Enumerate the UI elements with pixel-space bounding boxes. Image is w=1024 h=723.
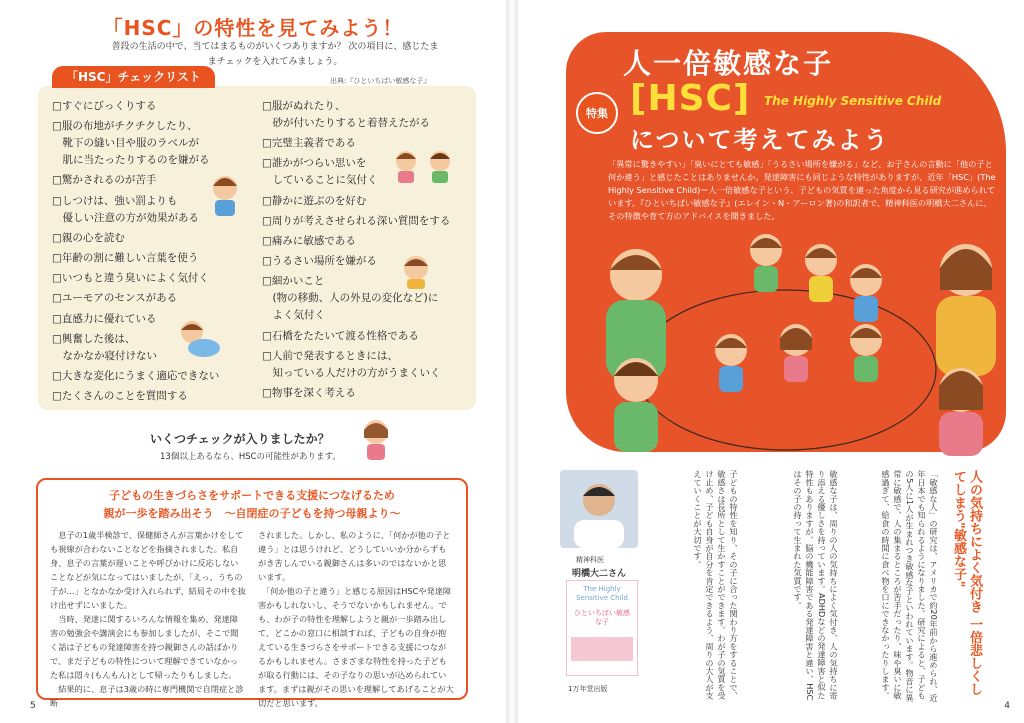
page-title: 「HSC」の特性を見てみよう！ — [102, 16, 404, 40]
doctor-photo — [560, 470, 638, 548]
book-title: The Highly Sensitive Child — [576, 585, 628, 602]
checklist-item[interactable]: □いつもと違う臭いによく気付く — [52, 272, 209, 285]
checklist-item[interactable]: □服の布地がチクチクしたり、 靴下の縫い目や服のラベルが 肌に当たったりするのを嫌がる — [52, 120, 210, 167]
source-note: 出典:『ひといちばい敏感な子』 — [330, 77, 431, 85]
doctor-role: 精神科医 — [576, 556, 604, 564]
checklist-item[interactable]: □服がぬれたり、 砂が付いたりすると着替えたがる — [262, 100, 430, 129]
book-japanese-title: ひといちばい敏感な子 — [574, 609, 630, 626]
checklist-item[interactable]: □興奮した後は、 なかなか寝付けない — [52, 332, 157, 362]
checklist-item[interactable]: □驚かされるのが苦手 — [52, 174, 157, 187]
checklist-item[interactable]: □人前で発表するときには、 知っている人だけの方がうまくいく — [262, 349, 441, 379]
checklist-item[interactable]: □うるさい場所を嫌がる — [262, 255, 377, 268]
checklist-item[interactable]: □ユーモアのセンスがある — [52, 292, 178, 305]
checklist-item[interactable]: □細かいこと (物の移動、人の外見の変化など)に よく気付く — [262, 275, 439, 322]
child-illustration-icon — [205, 172, 245, 218]
article-text-column: 子どもの特性を知り、その子に合った関わり方をすることで、敏感さは長所として生かすことができます。わが子の気質を受け止め、子ども自身が自分を肯定できるよう、周りの大人が支えていくことが大切です。 — [693, 470, 739, 700]
feature-tag: 特集 — [576, 92, 618, 134]
checklist-item[interactable]: □完璧主義者である — [262, 137, 356, 150]
checklist-item[interactable]: □痛みに敏感である — [262, 234, 356, 247]
covering-ears-child-icon — [398, 250, 434, 290]
book-cover — [566, 580, 638, 676]
family-illustration-icon — [566, 220, 1006, 460]
hero-english: The Highly Sensitive Child — [764, 94, 942, 108]
support-text-column: されました。しかし、私のように、「何かが他の子と違う」とは思うけれど、どうしていいか分からずもがき苦しんでいる親御さんは多いのではないかと思います。 「何か他の子と違う」と感じる原因はHSCや発達障害かもしれないし、そうでないかもしれません。でも、わが子の特性を理解しようと親が一歩踏み出して、どこかの窓口に相談すれば、子どもの自身が抱えている生きづらさをサポートできる支援につながるかもしれません。さまざまな特性を持った子どもが取る行動には、その子なりの思いが込められています。まずは親がその思いを理解してあげることが大切だと思います。 — [258, 530, 454, 708]
checklist-item[interactable]: □大きな変化にうまく適応できない — [52, 369, 220, 382]
checklist-item[interactable]: □直感力に優れている — [52, 312, 157, 325]
children-pair-icon — [390, 145, 460, 185]
doctor-name: 明橋大二さん — [572, 569, 627, 579]
girl-illustration-icon — [358, 416, 394, 462]
hero-subtitle: について考えてみよう — [630, 126, 890, 154]
page-number: 5 — [30, 701, 36, 711]
page-number: 4 — [1004, 701, 1010, 711]
doctor-portrait-icon — [560, 470, 638, 548]
book-publisher: 1万年堂出版 — [568, 685, 608, 693]
checklist-item[interactable]: □周りが考えさせられる深い質問をする — [262, 214, 451, 227]
right-page — [518, 0, 1024, 723]
article-text-column: 敏感な子は、周りの人の気持ちによく気付き、人の気持ちに寄り添える優しさを持っています。ADHDなどの発達障害と似た特性もありますが、脳の機能障害である発達障害と違い、HSCはその子の持って生まれた気質です。 — [793, 470, 839, 701]
sleeping-child-icon — [176, 318, 220, 358]
checklist-column-left — [52, 98, 252, 408]
checklist-item[interactable]: □静かに遊ぶのを好む — [262, 194, 367, 207]
checklist-item[interactable]: □誰かがつらい思いを していることに気付く — [262, 157, 378, 187]
intro-text: 普段の生活の中で、当てはまるものがいくつありますか？ 次の項目に、感じたままチェックを入れてみましょう。 — [111, 42, 439, 67]
support-subtitle: 親が一歩を踏み出そう ～自閉症の子どもを持つ母親より～ — [103, 507, 401, 520]
checklist-item[interactable]: □物事を深く考える — [262, 386, 356, 399]
checklist-label: 「HSC」チェックリスト — [52, 66, 215, 88]
article-headline: 人の気持ちによく気付き 一倍悲しくしてしまう"敏感な子" — [951, 470, 982, 696]
checklist-item[interactable]: □しつけは、強い罰よりも 優しい注意の方が効果がある — [52, 194, 199, 224]
support-text-column: 息子の1歳半検診で、保健師さんが言葉かけをしても視線が合わないことなどを指摘されました。私自身、息子の言葉が遅いことや呼びかけに反応しないことなどが気になってはいましたが、「えっ、うちの子が…」となかなか受け入れられず、結局その中を抜け出せずにいました。 当時、発達に関するいろんな情報を集め、発達障害の勉強会や講演会にも参加しましたが、そこで聞く話は子どもの発達障害を持つ親御さんの話ばかりで、まだ子どもの特性について理解できていなかった私は悶々(もんもん)として帰ったりもしました。 結果的に、息子は3歳の時に専門機関で自閉症と診断 — [50, 530, 246, 708]
book-strip — [571, 637, 633, 661]
support-title: 子どもの生きづらさをサポートできる支援につなげるため — [109, 489, 395, 502]
checklist-item[interactable]: □たくさんのことを質問する — [52, 390, 188, 403]
checklist-item[interactable]: □親の心を読む — [52, 231, 125, 244]
hero-title: 人一倍敏感な子 — [623, 47, 834, 80]
page-gutter — [506, 0, 518, 723]
checklist-item[interactable]: □すぐにびっくりする — [52, 100, 157, 112]
lead-text: 「異常に驚きやすい」「臭いにとても敏感」「うるさい場所を嫌がる」など、お子さんの言動に「他の子と何か違う」と感じたことはありませんか。発達障害にも同じような特性がありますが、近年「HSC」(The Highly Sensitive Child)＝人一倍敏感な子という、子どもの気質を違った角度から見る研究が進められています。『ひといちばい敏感な子』(エレイン・N・アーロン著)の和訳者で、精神科医の明橋大二さんに、その特徴や育て方のアドバイスを聞きました。 — [608, 159, 996, 221]
answer-text: 13個以上あるなら、HSCの可能性があります。 — [160, 452, 341, 462]
article-text-column: 「敏感な人」の研究は、アメリカで約20年前から進められ、近年日本でも知られるようになりました。研究によると、子どもの5人に1人が生まれつき敏感な子といわれています。物音に異常に敏感で、人の集まるところが苦手だったり、味や臭いに敏感過ぎて、給食の時間に食べ物を口にできなかったりします。 — [881, 470, 939, 702]
checklist-item[interactable]: □石橋をたたいて渡る性格である — [262, 329, 419, 342]
checklist-item[interactable]: □年齢の割に難しい言葉を使う — [52, 251, 199, 264]
left-page — [0, 0, 506, 723]
hero-hsc: [HSC] — [630, 78, 751, 119]
question-heading: いくつチェックが入りましたか？ — [150, 432, 330, 446]
